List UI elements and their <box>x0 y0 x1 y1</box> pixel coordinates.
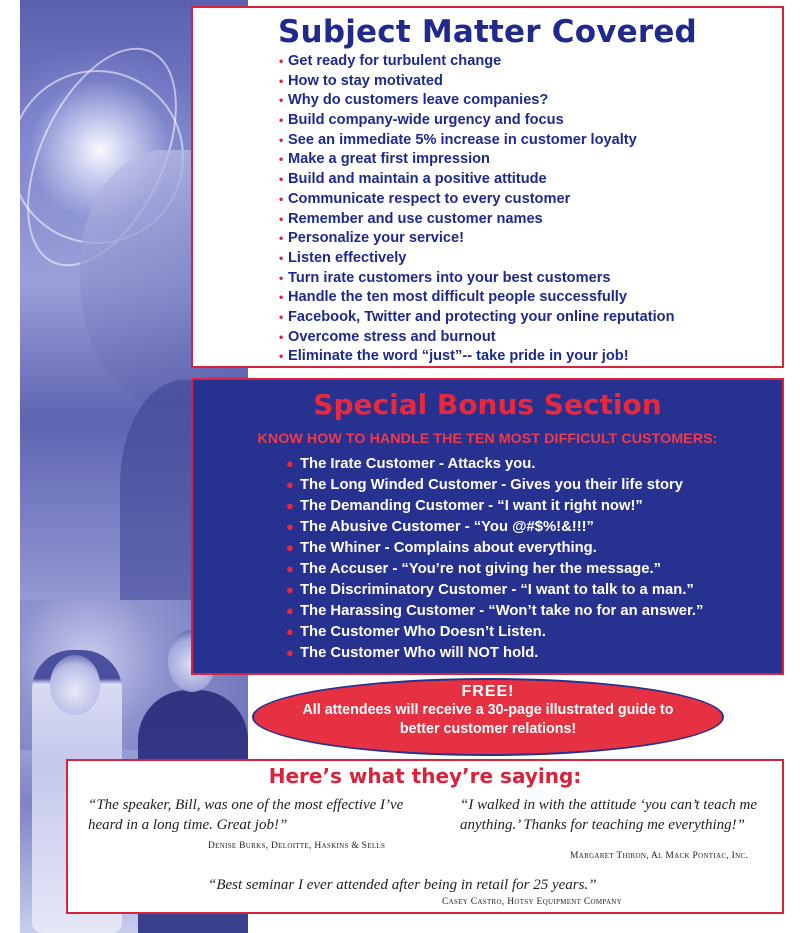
list-item-text: Overcome stress and burnout <box>288 328 496 345</box>
list-item <box>279 249 675 269</box>
list-item <box>279 308 675 328</box>
list-item-text: The Abusive Customer - “You @#$%!&!!!” <box>300 519 594 535</box>
list-item-text: Personalize your service! <box>288 230 465 247</box>
bullet-icon: • <box>279 172 284 187</box>
list-item-text: The Customer Who will NOT hold. <box>300 645 539 661</box>
testimonial-author: Denise Burks, Deloitte, Haskins & Sells <box>208 841 386 851</box>
list-item <box>279 170 675 190</box>
bonus-subtitle: KNOW HOW TO HANDLE THE TEN MOST DIFFICULT CUSTOMERS: <box>257 431 718 447</box>
bonus-section-box <box>191 378 784 675</box>
list-item-text: Why do customers leave companies? <box>288 92 549 109</box>
testimonial-quote: “Best seminar I ever attended after being in retail for 25 years.” <box>208 877 597 893</box>
list-item <box>279 190 675 210</box>
list-item-text: Listen effectively <box>288 249 407 266</box>
subject-list <box>279 52 675 367</box>
bullet-icon: • <box>279 290 284 305</box>
list-item-text: Facebook, Twitter and protecting your online reputation <box>288 308 675 325</box>
list-item <box>286 621 703 642</box>
list-item <box>279 131 675 151</box>
bullet-icon: • <box>279 93 284 108</box>
list-item <box>279 229 675 249</box>
list-item-text: Build and maintain a positive attitude <box>288 171 547 188</box>
bonus-title: Special Bonus Section <box>313 388 662 421</box>
list-item-text: How to stay motivated <box>288 72 443 89</box>
list-item <box>279 328 675 348</box>
bullet-icon: • <box>279 152 284 167</box>
list-item <box>286 558 703 579</box>
list-item <box>279 150 675 170</box>
free-text: All attendees will receive a 30-page illustrated guide to better customer relations! <box>302 702 674 737</box>
bullet-icon: ● <box>286 477 294 492</box>
testimonial-author: Casey Castro, Hotsy Equipment Company <box>442 897 623 907</box>
list-item-text: The Long Winded Customer - Gives you their life story <box>300 477 683 493</box>
list-item-text: Turn irate customers into your best customers <box>288 269 611 286</box>
list-item-text: The Harassing Customer - “Won’t take no for an answer.” <box>300 603 704 619</box>
bullet-icon: ● <box>286 519 294 534</box>
subject-matter-box <box>191 6 784 368</box>
list-item <box>279 52 675 72</box>
list-item <box>279 91 675 111</box>
testimonial-quote: “I walked in with the attitude ‘you can’t teach me anything.’ Thanks for teaching me everything!” <box>460 797 758 833</box>
list-item <box>286 600 703 621</box>
bullet-icon: • <box>279 231 284 246</box>
list-item-text: Build company-wide urgency and focus <box>288 112 564 129</box>
bullet-icon: • <box>279 270 284 285</box>
bullet-icon: • <box>279 309 284 324</box>
list-item-text: See an immediate 5% increase in customer loyalty <box>288 131 637 148</box>
bullet-icon: • <box>279 250 284 265</box>
bullet-icon: • <box>279 113 284 128</box>
list-item-text: The Customer Who Doesn’t Listen. <box>300 624 546 640</box>
list-item <box>279 347 675 367</box>
free-offer-badge <box>252 678 724 756</box>
list-item-text: The Whiner - Complains about everything. <box>300 540 597 556</box>
testimonial-author: Margaret Thiron, Al Mack Pontiac, Inc. <box>570 851 749 861</box>
list-item <box>279 269 675 289</box>
list-item <box>286 453 703 474</box>
list-item-text: Eliminate the word “just”-- take pride in your job! <box>288 348 629 365</box>
list-item-text: Remember and use customer names <box>288 210 543 227</box>
bullet-icon: • <box>279 329 284 344</box>
bullet-icon: ● <box>286 603 294 618</box>
bullet-icon: ● <box>286 456 294 471</box>
list-item-text: The Discriminatory Customer - “I want to talk to a man.” <box>300 582 694 598</box>
list-item <box>286 495 703 516</box>
list-item <box>279 111 675 131</box>
bullet-icon: • <box>279 132 284 147</box>
bullet-icon: ● <box>286 561 294 576</box>
bullet-icon: • <box>279 211 284 226</box>
list-item <box>279 210 675 230</box>
list-item-text: The Accuser - “You’re not giving her the message.” <box>300 561 661 577</box>
bullet-icon: ● <box>286 624 294 639</box>
list-item-text: The Demanding Customer - “I want it right now!” <box>300 498 643 514</box>
bullet-icon: ● <box>286 645 294 660</box>
testimonial-quote: “The speaker, Bill, was one of the most effective I’ve heard in a long time. Great job!” <box>88 797 404 833</box>
list-item <box>279 288 675 308</box>
list-item-text: Make a great first impression <box>288 151 490 168</box>
list-item <box>286 537 703 558</box>
list-item <box>286 474 703 495</box>
free-title: FREE! <box>461 683 515 700</box>
bullet-icon: ● <box>286 498 294 513</box>
list-item <box>286 579 703 600</box>
list-item-text: Handle the ten most difficult people successfully <box>288 289 627 306</box>
bullet-icon: • <box>279 349 284 364</box>
businesswoman-head-image <box>50 655 100 715</box>
list-item <box>286 516 703 537</box>
testimonials-title: Here’s what they’re saying: <box>268 764 582 788</box>
testimonials-box <box>66 759 784 914</box>
bonus-list <box>286 453 703 663</box>
bullet-icon: • <box>279 54 284 68</box>
list-item-text: The Irate Customer - Attacks you. <box>300 456 536 472</box>
bullet-icon: • <box>279 73 284 88</box>
bullet-icon: • <box>279 191 284 206</box>
list-item <box>279 72 675 92</box>
list-item <box>286 642 703 663</box>
bullet-icon: ● <box>286 540 294 555</box>
list-item-text: Communicate respect to every customer <box>288 190 571 207</box>
bullet-icon: ● <box>286 582 294 597</box>
list-item-text: Get ready for turbulent change <box>288 53 502 69</box>
subject-title: Subject Matter Covered <box>278 14 697 50</box>
